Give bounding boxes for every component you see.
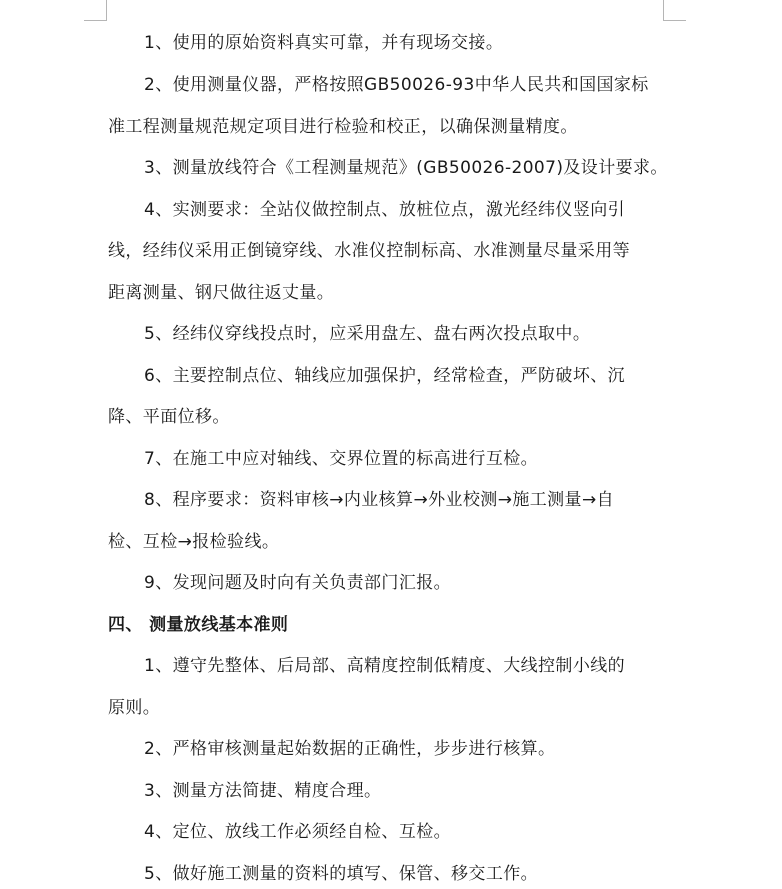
section-heading: 四、 测量放线基本准则	[108, 615, 289, 635]
paragraph-line: 4、实测要求：全站仪做控制点、放桩位点，激光经纬仪竖向引	[144, 200, 626, 220]
top-right-margin-mark	[663, 0, 686, 21]
paragraph-line: 降、平面位移。	[108, 407, 230, 427]
paragraph-line: 检、互检→报检验线。	[108, 532, 280, 552]
paragraph-line: 3、测量方法简捷、精度合理。	[144, 781, 382, 801]
paragraph-line: 原则。	[108, 698, 161, 718]
paragraph-line-partial: 5、做好施工测量的资料的填写、保管、移交工作。	[144, 864, 539, 884]
paragraph-line: 5、经纬仪穿线投点时，应采用盘左、盘右两次投点取中。	[144, 324, 591, 344]
paragraph-line: 2、严格审核测量起始数据的正确性，步步进行核算。	[144, 739, 556, 759]
paragraph-line: 9、发现问题及时向有关负责部门汇报。	[144, 573, 452, 593]
paragraph-line: 线，经纬仪采用正倒镜穿线、水准仪控制标高、水准测量尽量采用等	[108, 241, 630, 261]
paragraph-line: 距离测量、钢尺做往返丈量。	[108, 283, 335, 303]
paragraph-line: 1、遵守先整体、后局部、高精度控制低精度、大线控制小线的	[144, 656, 626, 676]
paragraph-line: 6、主要控制点位、轴线应加强保护，经常检查，严防破坏、沉	[144, 366, 626, 386]
paragraph-line: 4、定位、放线工作必须经自检、互检。	[144, 822, 452, 842]
paragraph-line: 1、使用的原始资料真实可靠，并有现场交接。	[144, 33, 504, 53]
paragraph-line: 2、使用测量仪器，严格按照GB50026-93中华人民共和国国家标	[144, 75, 649, 95]
paragraph-line: 7、在施工中应对轴线、交界位置的标高进行互检。	[144, 449, 539, 469]
paragraph-line: 3、测量放线符合《工程测量规范》(GB50026-2007)及设计要求。	[144, 158, 668, 178]
paragraph-line: 8、程序要求：资料审核→内业核算→外业校测→施工测量→自	[144, 490, 614, 510]
top-left-margin-mark	[84, 0, 107, 21]
paragraph-line: 准工程测量规范规定项目进行检验和校正，以确保测量精度。	[108, 117, 578, 137]
